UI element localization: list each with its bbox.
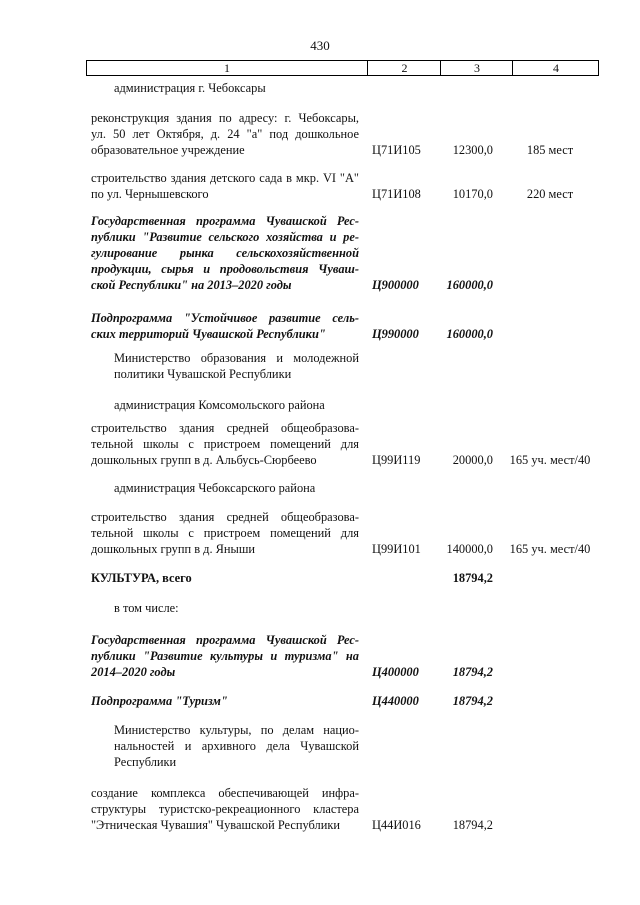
row-description-line: создание комплекса обеспечивающей инфра- [91, 786, 359, 800]
row-amount: 18794,2 [452, 665, 493, 679]
row-description [91, 785, 359, 833]
row-code: Ц99И119 [372, 453, 421, 467]
row-description [91, 213, 359, 293]
row-code: Ц44И016 [372, 818, 421, 832]
row-note: 165 уч. мест/40 [509, 542, 591, 556]
row-amount: 140000,0 [446, 542, 493, 556]
row-description [91, 110, 359, 158]
row-code: Ц440000 [372, 694, 419, 708]
row-code: Ц71И108 [372, 187, 421, 201]
row-code: Ц990000 [372, 327, 419, 341]
row-description-line: в том числе: [114, 601, 179, 615]
row-description [91, 632, 359, 680]
row-amount: 160000,0 [446, 278, 493, 292]
row-description-line: строительство здания детского сада в мкр. VI "А" [91, 171, 359, 185]
row-note: 165 уч. мест/40 [509, 453, 591, 467]
row-description-line: образовательное учреждение [91, 143, 245, 157]
row-amount: 18794,2 [452, 694, 493, 708]
header-col-2: 2 [367, 61, 441, 75]
row-description-line: ул. 50 лет Октября, д. 24 "а" под дошкольное [91, 127, 359, 141]
header-col-1: 1 [224, 61, 230, 75]
row-description-line: ских территорий Чувашской Республики" [91, 327, 326, 341]
header-col-4: 4 [512, 61, 599, 75]
row-description-line: публики "Развитие культуры и туризма" на [91, 649, 359, 663]
row-description-line: строительство здания средней общеобразова- [91, 510, 359, 524]
row-description [114, 722, 359, 770]
row-description-line: Министерство культуры, по делам нацио- [114, 723, 359, 737]
row-note: 220 мест [526, 187, 574, 201]
row-code: Ц900000 [372, 278, 419, 292]
row-description [114, 600, 359, 616]
row-description-line: тельной школы с пристроем помещений для [91, 437, 359, 451]
row-description-line: Подпрограмма "Туризм" [91, 694, 228, 708]
row-amount: 12300,0 [452, 143, 493, 157]
row-description [114, 350, 359, 382]
row-amount: 20000,0 [452, 453, 493, 467]
row-description-line: дошкольных групп в д. Альбусь-Сюрбеево [91, 453, 317, 467]
row-description-line: политики Чувашской Республики [114, 367, 292, 381]
row-description-line: "Этническая Чувашия" Чувашской Республики [91, 818, 340, 832]
row-code: Ц400000 [372, 665, 419, 679]
row-description [91, 693, 359, 709]
row-amount: 18794,2 [452, 571, 493, 585]
row-code: Ц99И101 [372, 542, 421, 556]
row-description-line: Республики [114, 755, 177, 769]
row-description-line: Министерство образования и молодежной [114, 351, 359, 365]
row-description-line: ской Республики" на 2013–2020 годы [91, 278, 292, 292]
row-description [91, 509, 359, 557]
row-description-line: тельной школы с пристроем помещений для [91, 526, 359, 540]
table-header [86, 60, 599, 76]
row-amount: 18794,2 [452, 818, 493, 832]
row-description-line: гулирование рынка сельскохозяйственной [91, 246, 359, 260]
row-note: 185 мест [526, 143, 574, 157]
row-code: Ц71И105 [372, 143, 421, 157]
row-description-line: администрация г. Чебоксары [114, 81, 266, 95]
row-description-line: КУЛЬТУРА, всего [91, 571, 192, 585]
row-description [114, 397, 359, 413]
row-description-line: нальностей и архивного дела Чувашской [114, 739, 359, 753]
row-description-line: Государственная программа Чувашской Рес- [91, 214, 359, 228]
row-description-line: публики "Развитие сельского хозяйства и ре- [91, 230, 359, 244]
row-description-line: продукции, сырья и продовольствия Чуваш- [91, 262, 359, 276]
row-description [91, 170, 359, 202]
row-description-line: Подпрограмма "Устойчивое развитие сель- [91, 311, 359, 325]
row-description-line: администрация Комсомольского района [114, 398, 325, 412]
row-amount: 10170,0 [452, 187, 493, 201]
row-description [91, 310, 359, 342]
row-amount: 160000,0 [446, 327, 493, 341]
row-description-line: 2014–2020 годы [91, 665, 176, 679]
row-description-line: строительство здания средней общеобразова- [91, 421, 359, 435]
page-number: 430 [310, 38, 330, 53]
row-description-line: по ул. Чернышевского [91, 187, 209, 201]
row-description-line: дошкольных групп в д. Яныши [91, 542, 256, 556]
header-col-3: 3 [440, 61, 513, 75]
row-description-line: структуры туристско-рекреационного кластера [91, 802, 359, 816]
row-description-line: администрация Чебоксарского района [114, 481, 316, 495]
row-description-line: Государственная программа Чувашской Рес- [91, 633, 359, 647]
row-description [91, 570, 359, 586]
row-description-line: реконструкция здания по адресу: г. Чебоксары, [91, 111, 359, 125]
row-description [91, 420, 359, 468]
row-description [114, 80, 359, 96]
row-description [114, 480, 359, 496]
